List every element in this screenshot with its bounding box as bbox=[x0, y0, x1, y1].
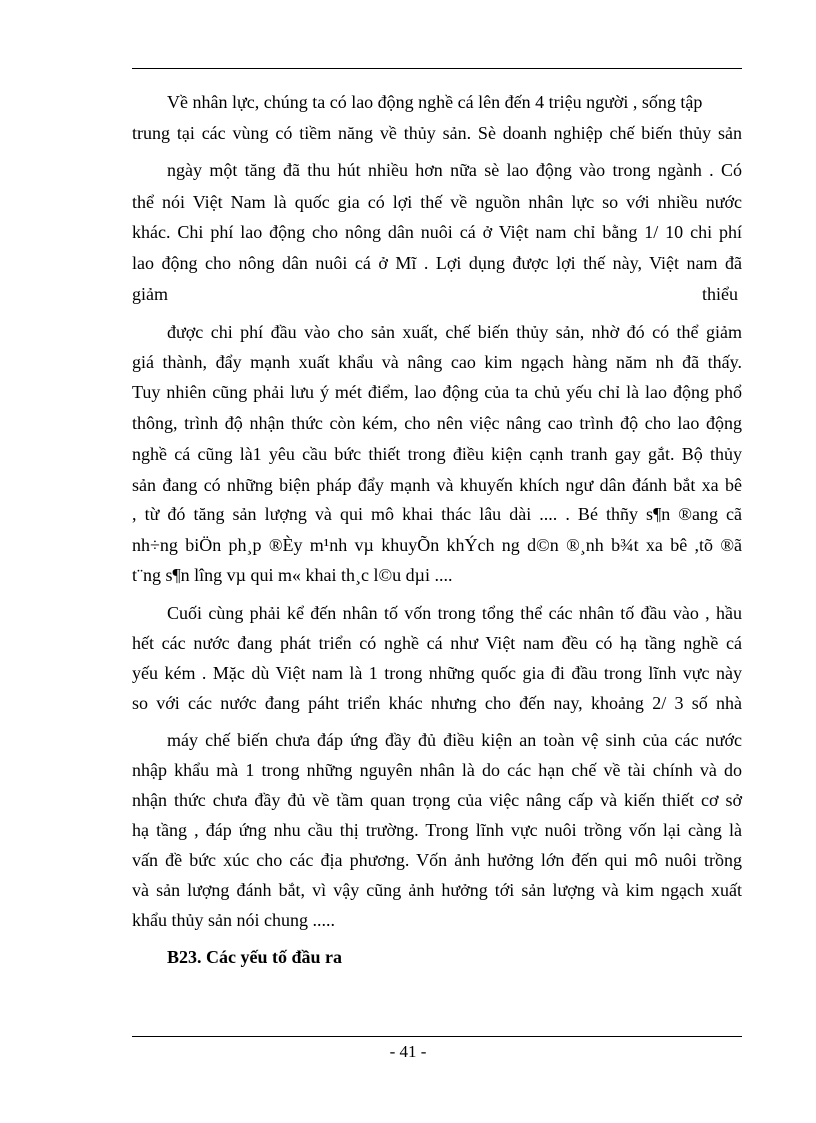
text-line: trung tại các vùng có tiềm năng về thủy sản. Sè doanh nghiệp chế biến thủy sản bbox=[132, 123, 742, 143]
text-line: và sản lượng đánh bắt, vì vậy cũng ảnh hưởng tới sản lượng và kim ngạch xuất bbox=[132, 880, 742, 900]
text-line: giá thành, đẩy mạnh xuất khẩu và nâng cao kim ngạch hàng năm nh đã thấy. bbox=[132, 352, 742, 372]
text-line: máy chế biến chưa đáp ứng đầy đủ điều kiện an toàn vệ sinh của các nước bbox=[167, 730, 742, 750]
text-line: so với các nước đang páht triển khác nhưng cho đến nay, khoảng 2/ 3 số nhà bbox=[132, 693, 742, 713]
text-line: , từ đó tăng sản lượng và qui mô khai thác lâu dài .... . Bé thñy s¶n ®ang cã bbox=[132, 504, 742, 524]
text-line: vấn đề bức xúc cho các địa phương. Vốn ảnh hưởng lớn đến qui mô nuôi trồng bbox=[132, 850, 742, 870]
text-line: lao động cho nông dân nuôi cá ở Mĩ . Lợi dụng được lợi thế này, Việt nam đã bbox=[132, 253, 742, 273]
text-line: yếu kém . Mặc dù Việt nam là 1 trong những quốc gia đi đầu trong lĩnh vực này bbox=[132, 663, 742, 683]
text-line: giảm bbox=[132, 284, 168, 304]
text-line: thông, trình độ nhận thức còn kém, cho nên việc nâng cao trình độ cho lao động bbox=[132, 413, 742, 433]
text-line: ngày một tăng đã thu hút nhiều hơn nữa sè lao động vào trong ngành . Có bbox=[167, 160, 742, 180]
header-rule bbox=[132, 68, 742, 69]
text-line: Cuối cùng phải kể đến nhân tố vốn trong tổng thể các nhân tố đầu vào , hầu bbox=[167, 603, 742, 623]
page-number: - 41 - bbox=[389, 1042, 427, 1061]
text-line: Tuy nhiên cũng phải lưu ý mét điểm, lao động của ta chủ yếu chỉ là lao động phổ bbox=[132, 382, 742, 402]
text-line: hết các nước đang phát triển có nghề cá như Việt nam đều có hạ tầng nghề cá bbox=[132, 633, 742, 653]
text-line: nh÷ng biÖn ph¸p ®Èy m¹nh vµ khuyÕn khÝch ng d©n ®¸nh b¾t xa bê ,tõ ®ã bbox=[132, 535, 742, 555]
text-line: Về nhân lực, chúng ta có lao động nghề cá lên đến 4 triệu người , sống tập bbox=[167, 92, 703, 112]
text-line: sản đang có những biện pháp đẩy mạnh và khuyến khích ngư dân đánh bắt xa bê bbox=[132, 475, 742, 495]
text-line: nghề cá cũng là1 yêu cầu bức thiết trong điều kiện cạnh tranh gay gắt. Bộ thủy bbox=[132, 444, 742, 464]
text-line: nhập khẩu mà 1 trong những nguyên nhân là do các hạn chế về tài chính và do bbox=[132, 760, 742, 780]
text-line: được chi phí đầu vào cho sản xuất, chế biến thủy sản, nhờ đó có thể giảm bbox=[167, 322, 742, 342]
text-line: nhận thức chưa đầy đủ về tầm quan trọng của việc nâng cấp và kiến thiết cơ sở bbox=[132, 790, 742, 810]
footer-rule bbox=[132, 1036, 742, 1037]
text-line: t¨ng s¶n lîng vµ qui m« khai th¸c l©u dµi .... bbox=[132, 565, 453, 585]
section-heading: B23. Các yếu tố đầu ra bbox=[167, 947, 342, 967]
text-line: hạ tầng , đáp ứng nhu cầu thị trường. Trong lĩnh vực nuôi trồng vốn lại càng là bbox=[132, 820, 742, 840]
text-line: khác. Chi phí lao động cho nông dân nuôi cá ở Việt nam chỉ bằng 1/ 10 chi phí bbox=[132, 222, 742, 242]
text-line: thể nói Việt Nam là quốc gia có lợi thế về nguồn nhân lực so với nhiều nước bbox=[132, 192, 742, 212]
text-line: khẩu thủy sản nói chung ..... bbox=[132, 910, 335, 930]
text-line: thiểu bbox=[702, 284, 738, 304]
